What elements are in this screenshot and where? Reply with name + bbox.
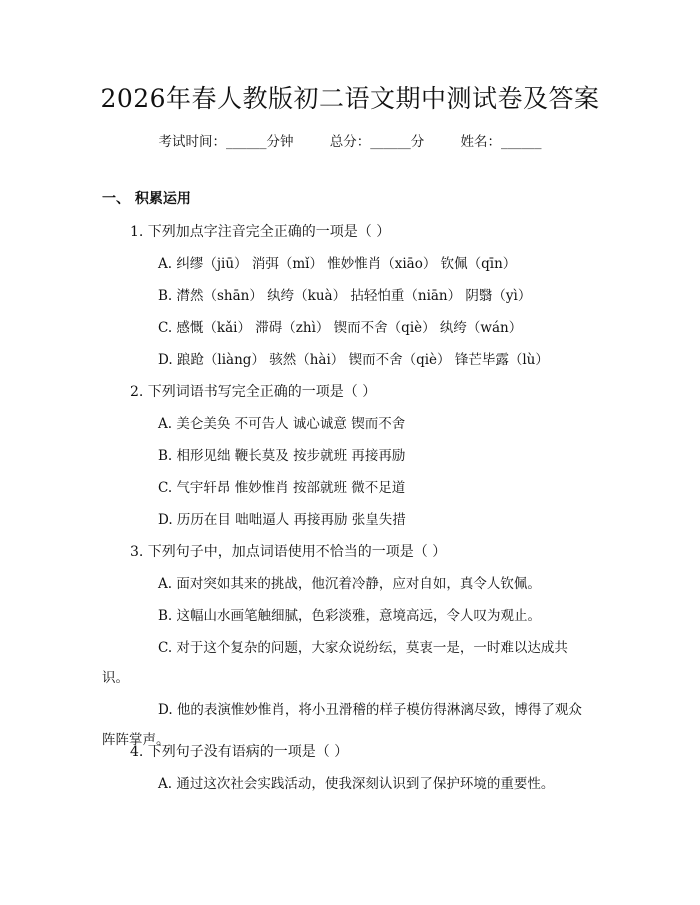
question-4-option-a: A. 通过这次社会实践活动，使我深刻认识到了保护环境的重要性。	[158, 776, 555, 792]
question-1-option-d: D. 踉跄（liàng） 骇然（hài） 锲而不舍（qiè） 锋芒毕露（lù）	[158, 352, 549, 368]
exam-info	[0, 133, 700, 151]
section-heading: 一、 积累运用	[102, 191, 191, 207]
page-title: 2026年春人教版初二语文期中测试卷及答案	[100, 84, 600, 113]
question-2-stem: 2. 下列词语书写完全正确的一项是（ ）	[130, 384, 377, 400]
question-3-option-c: C. 对于这个复杂的问题，大家众说纷纭，莫衷一是，一时难以达成共识。	[102, 640, 568, 686]
question-1-option-b: B. 潸然（shān） 纨绔（kuà） 拈轻怕重（niān） 阴翳（yì）	[158, 288, 532, 304]
total-score-field: 总分：______分	[329, 134, 425, 150]
question-1-option-a: A. 纠缪（jiū） 消弭（mǐ） 惟妙惟肖（xiāo） 钦佩（qīn）	[158, 256, 517, 272]
exam-time-field: 考试时间：______分钟	[158, 134, 294, 150]
student-name-field: 姓名：______	[460, 134, 542, 150]
question-2-option-d: D. 历历在目 咄咄逼人 再接再励 张皇失措	[158, 512, 406, 528]
question-2-option-c: C. 气宇轩昂 惟妙惟肖 按部就班 微不足道	[158, 480, 406, 496]
question-1-option-c: C. 感慨（kǎi） 滞碍（zhì） 锲而不舍（qiè） 纨绔（wán）	[158, 320, 523, 336]
question-3-stem: 3. 下列句子中，加点词语使用不恰当的一项是（ ）	[130, 544, 447, 560]
question-1-stem: 1. 下列加点字注音完全正确的一项是（ ）	[130, 224, 391, 240]
question-2-option-a: A. 美仑美奂 不可告人 诚心诚意 锲而不舍	[158, 416, 406, 432]
question-2-option-b: B. 相形见绌 鞭长莫及 按步就班 再接再励	[158, 448, 406, 464]
question-3-option-d: D. 他的表演惟妙惟肖，将小丑滑稽的样子模仿得淋漓尽致，博得了观众阵阵掌声。	[102, 702, 582, 748]
question-3-option-a: A. 面对突如其来的挑战，他沉着冷静，应对自如，真令人钦佩。	[158, 576, 541, 592]
question-3-option-b: B. 这幅山水画笔触细腻，色彩淡雅，意境高远，令人叹为观止。	[158, 608, 542, 624]
question-4-stem: 4. 下列句子没有语病的一项是（ ）	[130, 744, 349, 760]
